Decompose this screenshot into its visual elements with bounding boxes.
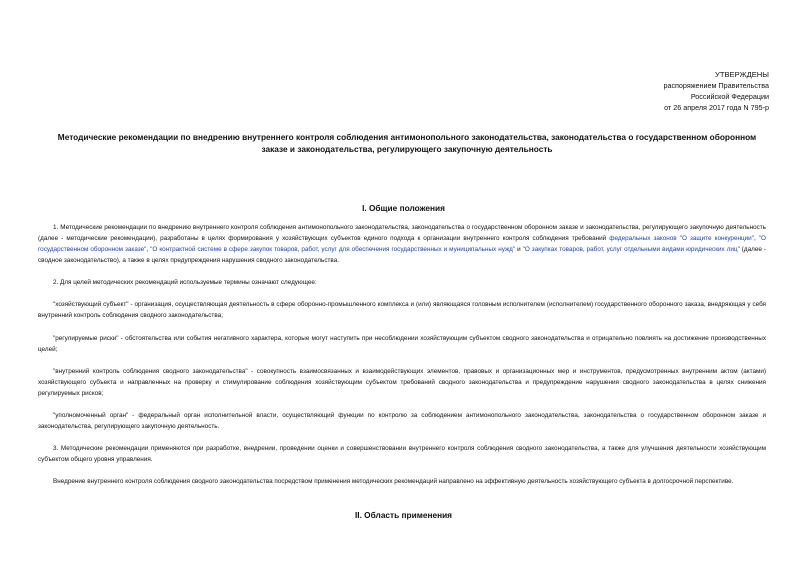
section-heading-scope: II. Область применения [354,510,453,520]
definition-economic-entity: "хозяйствующий субъект" - организация, осуществляющая деятельность в сфере оборонно-промышленного комплекса и (или) являющаяся головным исполнителем (исполнителем) государственного оборонного заказа, внедряющая у себя внутренний контроль соблюдения сводного законодательства; [38,301,766,320]
approval-block [663,69,769,113]
approval-line-decree: распоряжением Правительства [663,81,769,90]
link-competition-law[interactable]: федеральных законов "О защите конкуренции" [609,235,754,242]
separator: , [753,235,759,242]
approval-line-federation: Российской Федерации [690,92,769,101]
paragraph-1-text-b: (далее - сводное законодательство), а также в целях предупреждения нарушения сводного законодательства. [38,246,766,264]
link-defense-order-law[interactable]: "О государственном оборонном заказе" [38,235,766,253]
definition-internal-control: "внутренний контроль соблюдения сводного законодательства" - совокупность взаимосвязанных и взаимодействующих элементов, правовых и организационных мер и инструментов, предусмотренных внутренним актом (актами) хозяйствующего субъекта и направленных на проверку и стимулирование соблюдения хозяйствующим субъектом требований сводного законодательства и предупреждение нарушения сводного законодательства в целях снижения регулируемых рисков; [38,367,766,397]
paragraph-3: 3. Методические рекомендации применяются при разработке, внедрении, проведении оценки и совершенствовании внутреннего контроля соблюдения сводного законодательства, а также для улучшения деятельности хозяйствующим субъектом общего уровня управления. [38,445,766,464]
separator: и [515,246,523,253]
link-procurement-law[interactable]: "О закупках товаров, работ, услуг отдельными видами юридических лиц" [522,246,740,253]
definition-regulated-risks: "регулируемые риски" - обстоятельства или события негативного характера, которые могут наступить при несоблюдении хозяйствующим субъектом сводного законодательства и отрицательно повлиять на достижение производственных целей; [38,334,766,353]
section-general-body [38,222,766,499]
paragraph-implementation: Внедрение внутреннего контроля соблюдения сводного законодательства посредством применения методических рекомендаций направлено на эффективную деятельность хозяйствующего субъекта в долгосрочной перспективе. [53,478,734,486]
approval-heading: УТВЕРЖДЕНЫ [715,70,769,79]
paragraph-1 [38,222,766,266]
definition-authorized-body: "уполномоченный орган" - федеральный орган исполнительной власти, осуществляющий функции по контролю за соблюдением антимонопольного законодательства, законодательства о государственном оборонном заказе и законодательства, регулирующего закупочную деятельность. [38,411,766,430]
separator: , [146,246,151,253]
section-heading-general: I. Общие положения [362,203,445,213]
document-title: Методические рекомендации по внедрению внутреннего контроля соблюдения антимонопольного законодательства, законодательства о государственном оборонном заказе и законодательства, регулирующего закупочную деятельность [57,132,757,154]
link-contract-system-law[interactable]: "О контрактной системе в сфере закупок товаров, работ, услуг для обеспечения государственных и муниципальных нужд" [150,246,516,253]
approval-line-date: от 26 апреля 2017 года N 795-р [664,103,769,112]
paragraph-2: 2. Для целей методических рекомендаций используемые термины означают следующее: [53,279,317,287]
paragraph-1-text-a: 1. Методические рекомендации по внедрению внутреннего контроля соблюдения антимонопольного законодательства, законодательства о государственном оборонном заказе и законодательства, регулирующего закупочную деятельность (далее - методические рекомендации), разработаны в целях формирования у хозяйствующих субъектов единого подхода к организации внутреннего контроля соблюдения требований [38,224,766,242]
